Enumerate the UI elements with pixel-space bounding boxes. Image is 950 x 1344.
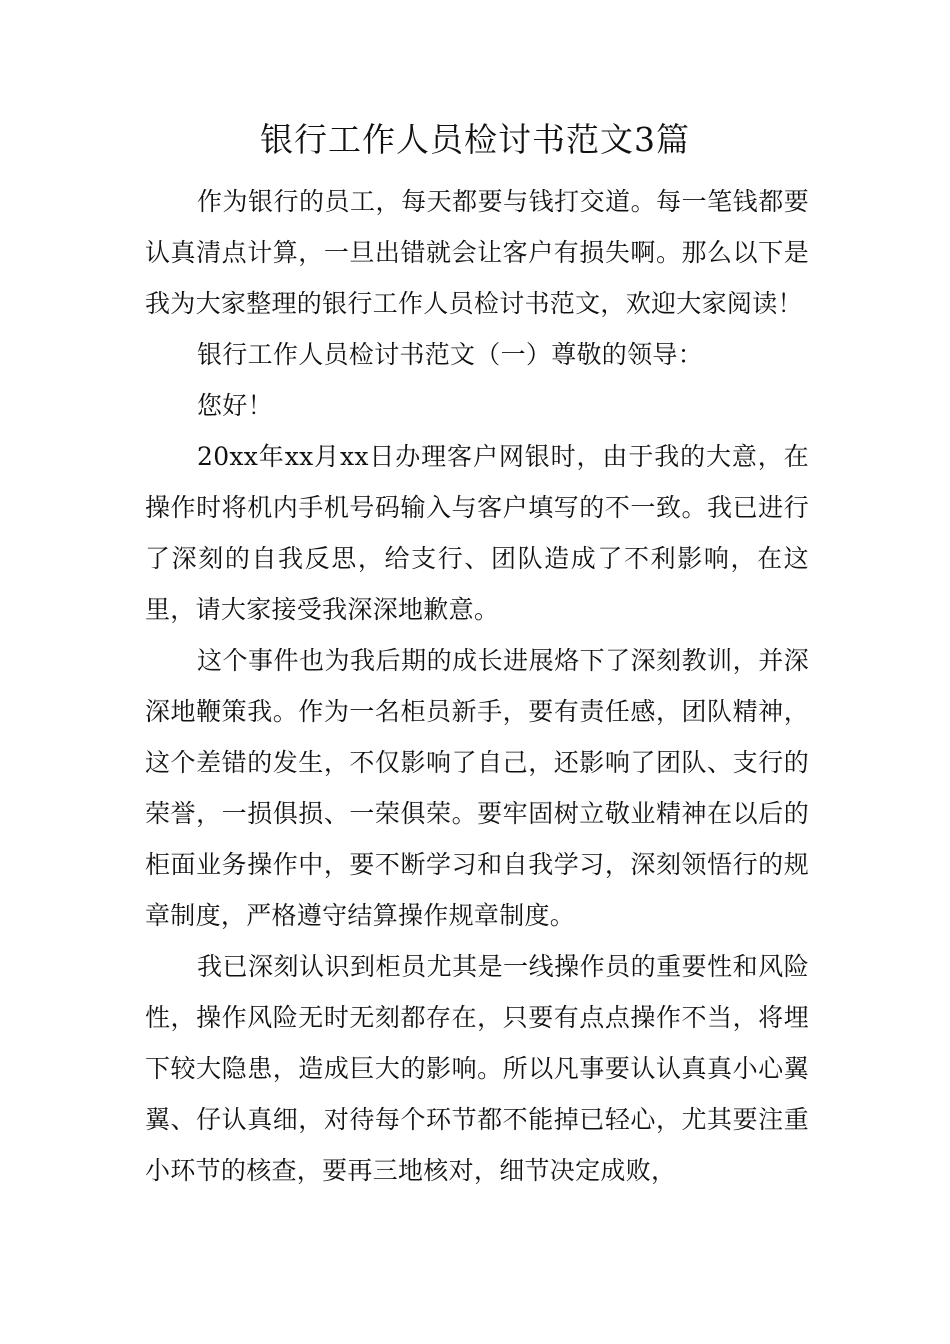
intro-paragraph: 作为银行的员工，每天都要与钱打交道。每一笔钱都要认真清点计算，一旦出错就会让客户有损失啊。那么以下是我为大家整理的银行工作人员检讨书范文，欢迎大家阅读！ [145,187,809,318]
document-title: 银行工作人员检讨书范文3篇 [260,120,690,159]
letter-heading: 银行工作人员检讨书范文（一）尊敬的领导： [197,340,704,369]
body-paragraph: 20xx年xx月xx日办理客户网银时，由于我的大意，在操作时将机内手机号码输入与客户填写的不一致。我已进行了深刻的自我反思，给支行、团队造成了不利影响，在这里，请大家接受我深深地歉意。 [145,442,809,624]
document-body [145,176,809,1196]
greeting: 您好！ [197,391,273,420]
body-paragraph: 这个事件也为我后期的成长进展烙下了深刻教训，并深深地鞭策我。作为一名柜员新手，要有责任感，团队精神，这个差错的发生，不仅影响了自己，还影响了团队、支行的荣誉，一损俱损、一荣俱荣。要牢固树立敬业精神在以后的柜面业务操作中，要不断学习和自我学习，深刻领悟行的规章制度，严格遵守结算操作规章制度。 [145,646,809,930]
body-paragraph: 我已深刻认识到柜员尤其是一线操作员的重要性和风险性，操作风险无时无刻都存在，只要有点点操作不当，将埋下较大隐患，造成巨大的影响。所以凡事要认认真真小心翼翼、仔认真细，对待每个环节都不能掉已轻心，尤其要注重小环节的核查，要再三地核对，细节决定成败， [145,952,809,1185]
